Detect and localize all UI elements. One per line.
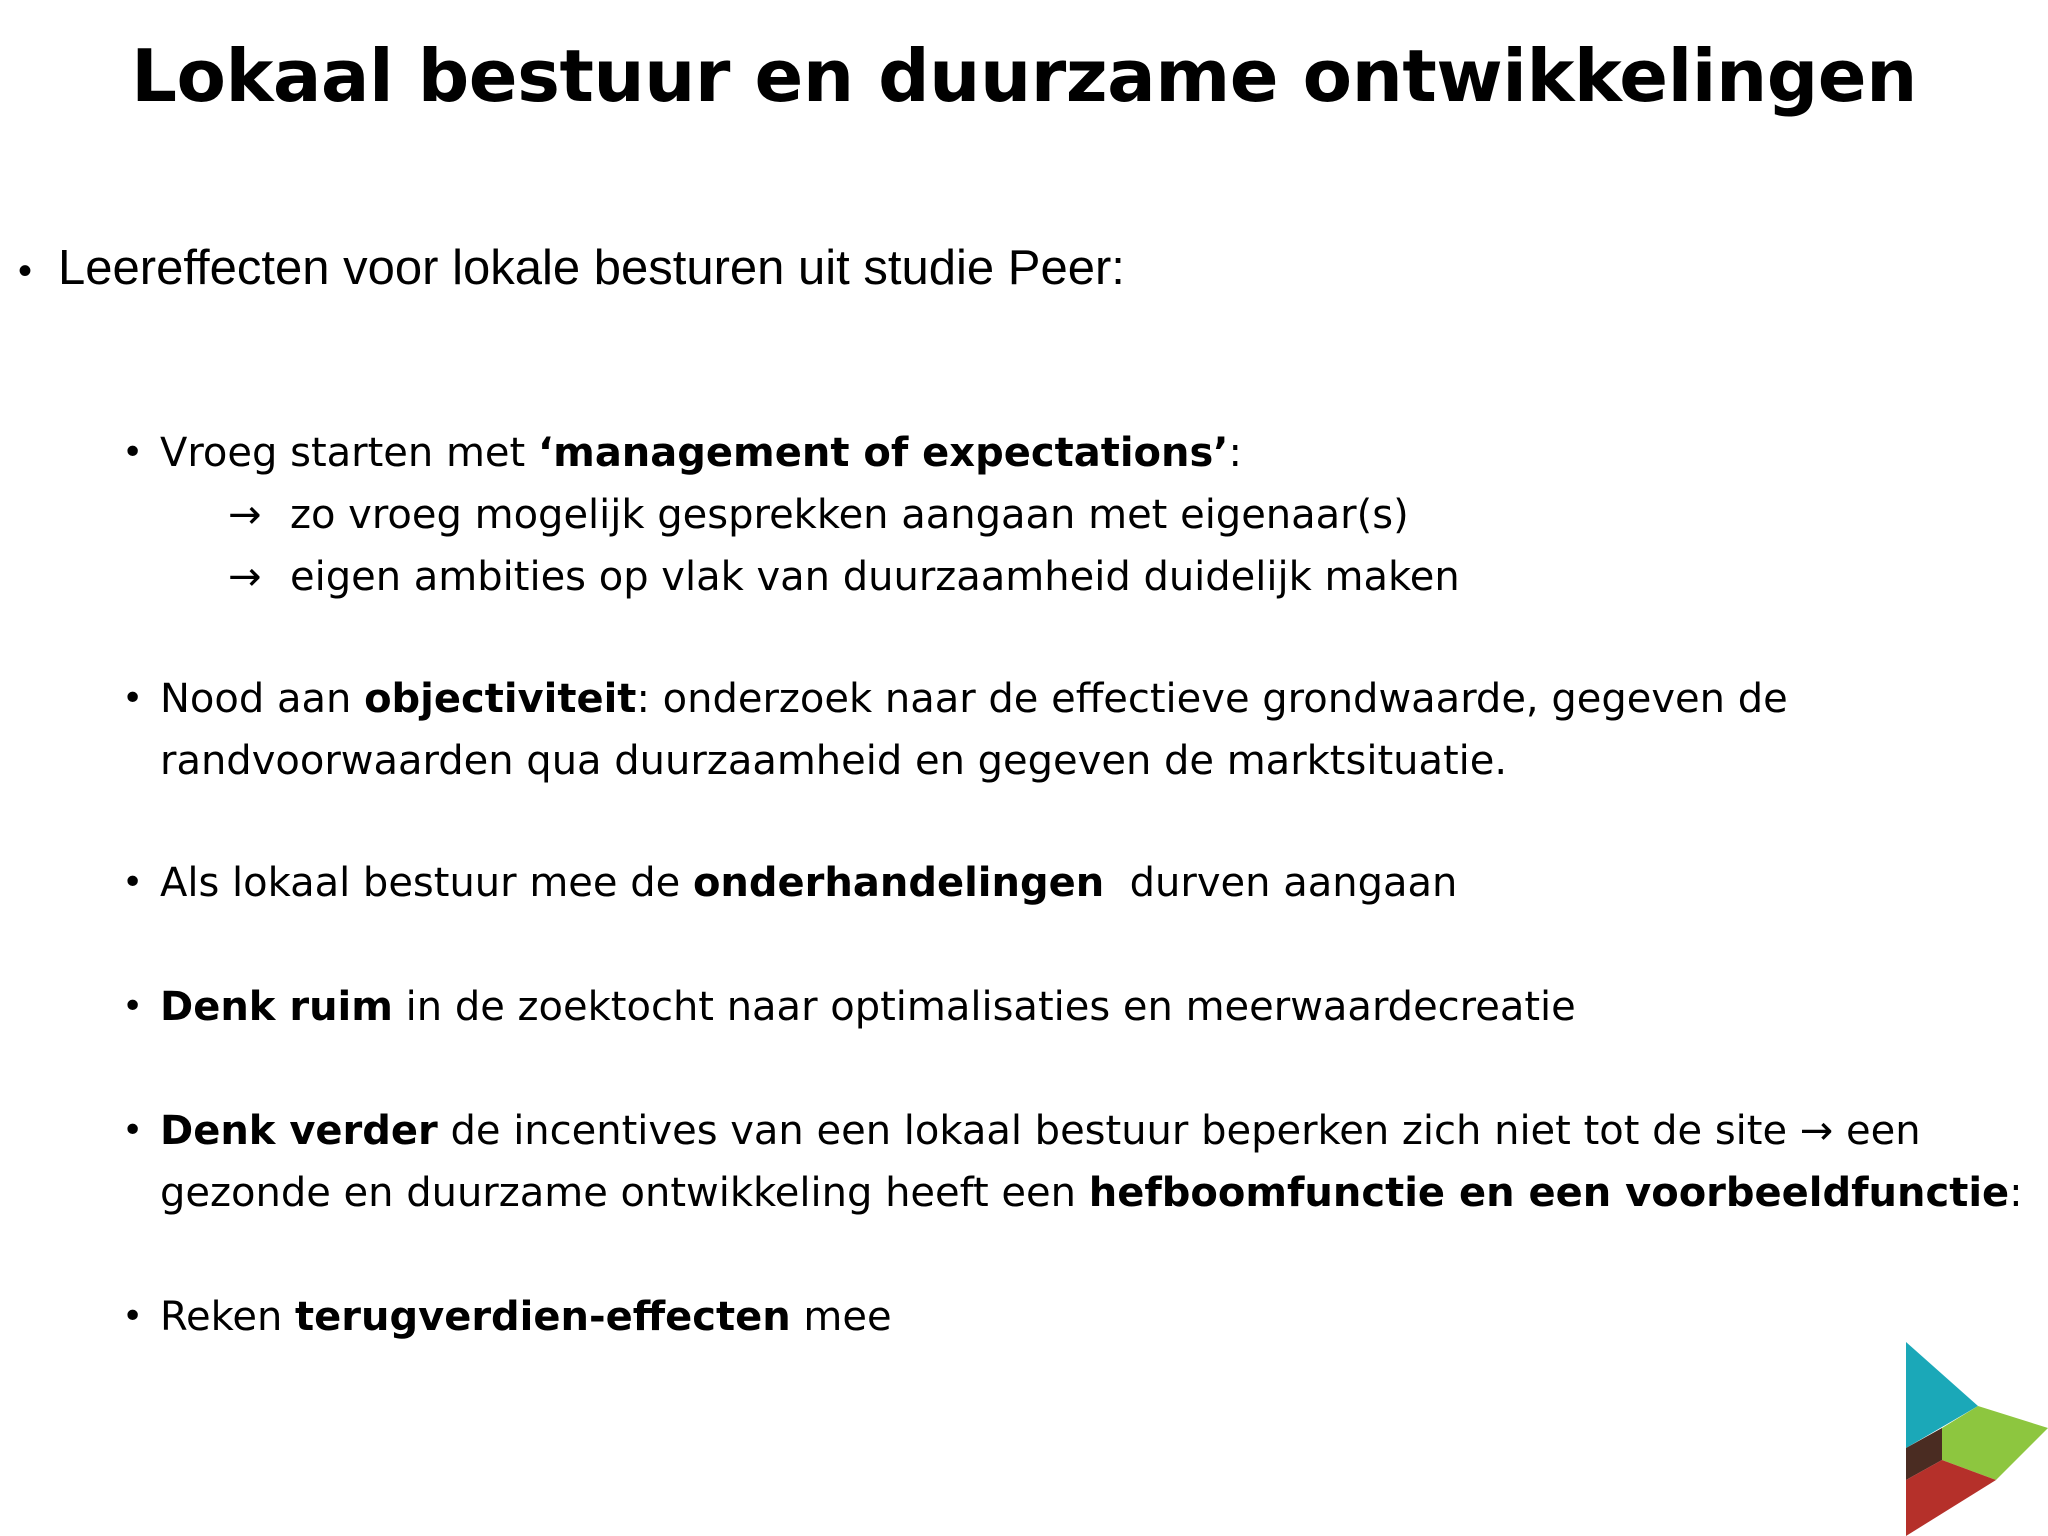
bullet-dot: • [122,986,144,1027]
text-run: Als lokaal bestuur mee de [160,860,693,906]
bullet-dot: • [122,1110,144,1151]
bold-run: Denk ruim [160,984,393,1030]
bold-run: Denk verder [160,1108,438,1154]
text-run: : onderzoek naar de effectieve grondwaarde, gegeven de [636,676,1788,722]
arrow-right-icon: → [1799,1108,1834,1154]
bullet-dot: • [122,862,144,903]
bold-run: hefboomfunctie en een voorbeeldfunctie [1088,1170,2010,1216]
bullet-dot: • [122,678,144,719]
arrow-right-icon: → [228,492,262,538]
bullet-dot: • [18,249,33,293]
list-item-text [160,852,1457,914]
text-run: mee [790,1294,892,1340]
bullet-dot: • [122,1296,144,1337]
text-run: durven aangaan [1104,860,1458,906]
text-run: randvoorwaarden qua duurzaamheid en gegeven de marktsituatie. [160,738,1508,784]
sub-item [228,484,1409,546]
text-run: de incentives van een lokaal bestuur beperken zich niet tot de site [437,1108,1800,1154]
bold-run: ‘management of expectations’ [537,430,1229,476]
bold-run: objectiviteit [364,676,637,722]
list-item-text [160,668,1788,792]
list-item-text [160,1100,2023,1224]
intro-text: Leereffecten voor lokale besturen uit studie Peer: [58,241,1125,295]
play-logo-icon [1900,1340,2048,1536]
text-run: : [1228,430,1242,476]
text-run: Reken [160,1294,296,1340]
text-run: gezonde en duurzame ontwikkeling heeft een [160,1170,1089,1216]
bullet-dot: • [122,432,144,473]
list-item-text [160,976,1576,1038]
text-run: een [1833,1108,1921,1154]
text-run: Vroeg starten met [160,430,538,476]
bold-run: onderhandelingen [692,860,1105,906]
bold-run: terugverdien-effecten [295,1294,791,1340]
text-run: in de zoektocht naar optimalisaties en meerwaardecreatie [392,984,1576,1030]
sub-item [228,546,1460,608]
text-run: Nood aan [160,676,365,722]
sub-item-text: zo vroeg mogelijk gesprekken aangaan met eigenaar(s) [290,492,1409,538]
text-run: : [2009,1170,2023,1216]
slide-title: Lokaal bestuur en duurzame ontwikkelingen [131,34,1917,118]
list-item-text [160,1286,892,1348]
list-item-text [160,422,1242,484]
sub-item-text: eigen ambities op vlak van duurzaamheid duidelijk maken [290,554,1460,600]
arrow-right-icon: → [228,554,262,600]
